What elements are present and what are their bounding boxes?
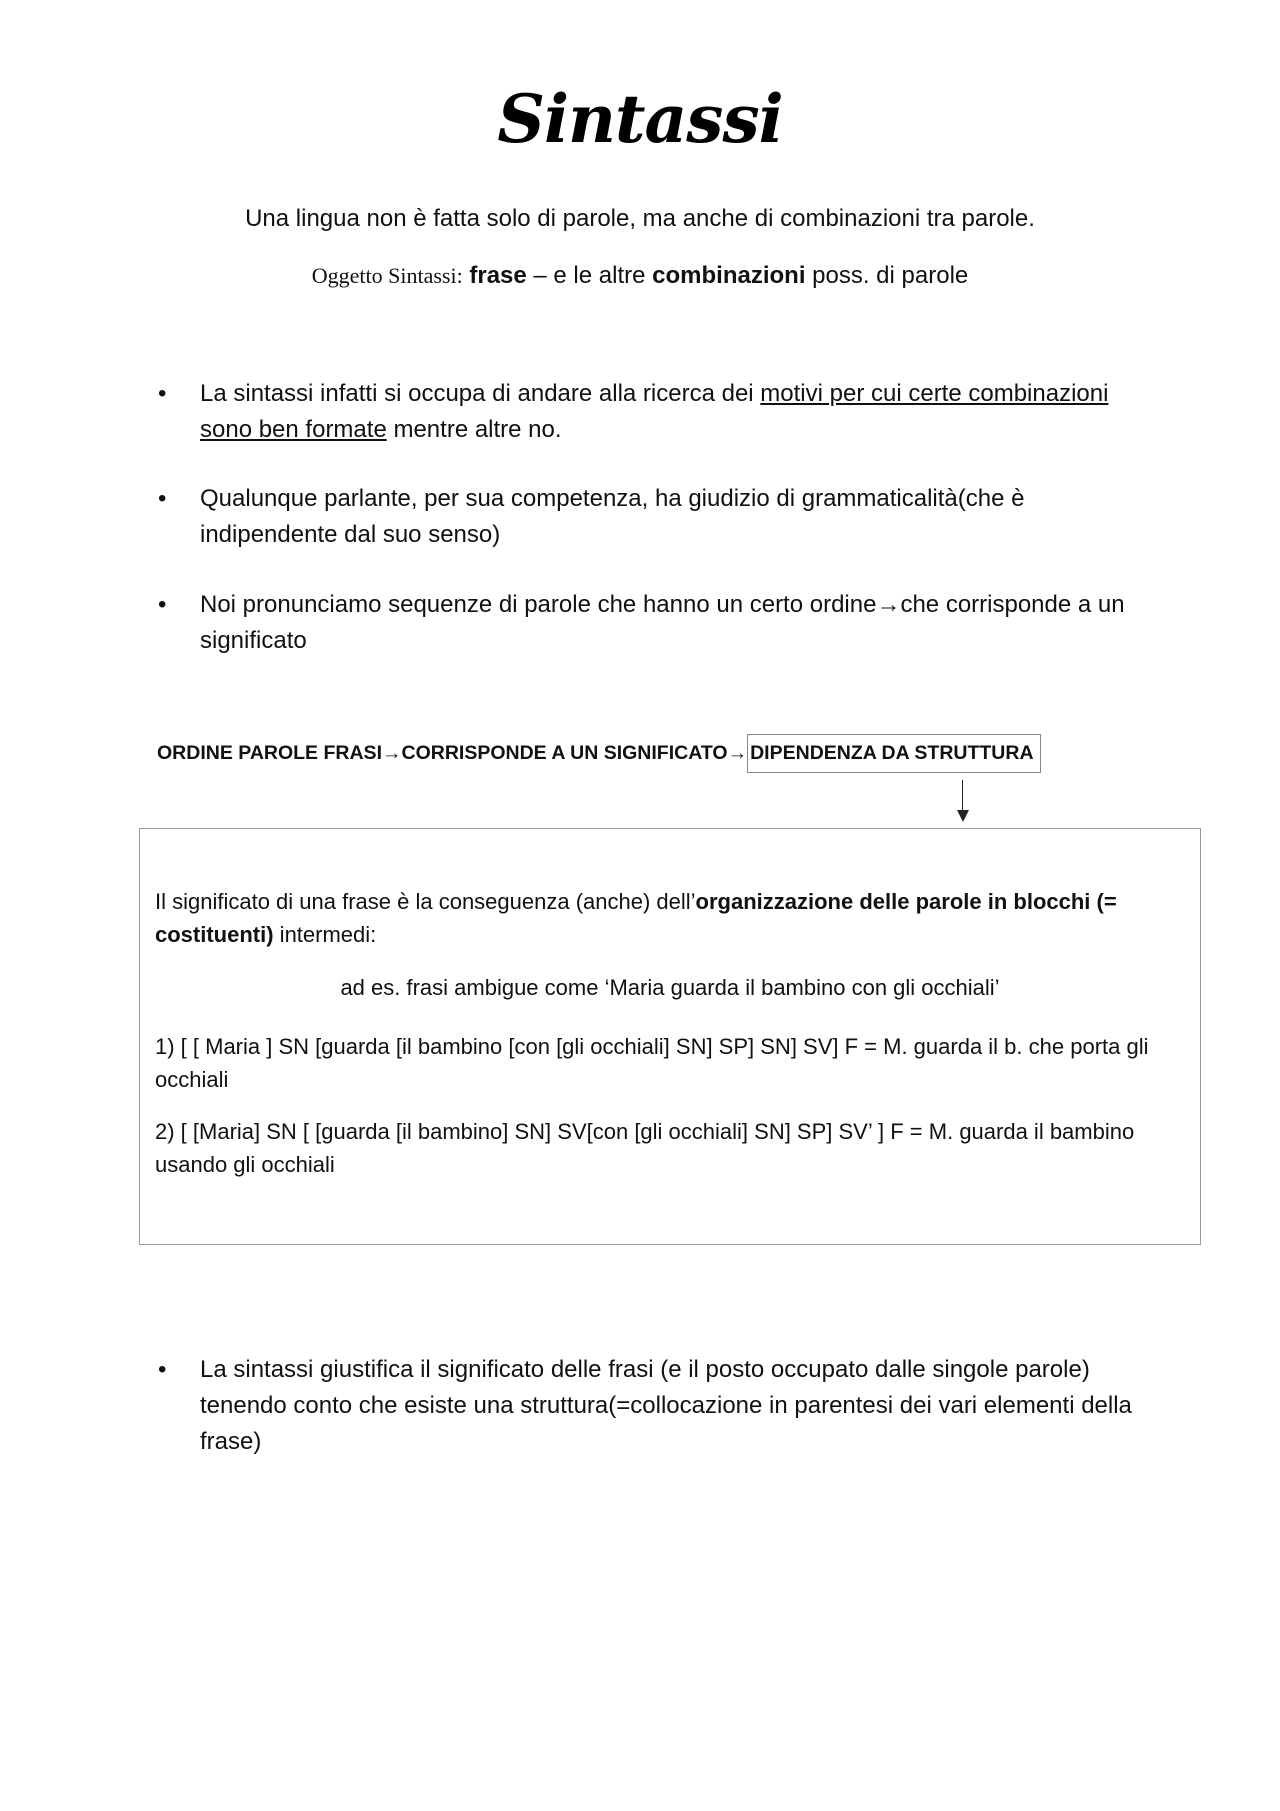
bullet-1-underlined: motivi per cui certe combinazioni sono ben formate	[200, 380, 1109, 443]
subject-bold-combinazioni: combinazioni	[652, 262, 806, 289]
bullet-item: • Noi pronunciamo sequenze di parole che hanno un certo ordine→che corrisponde a un significato	[200, 587, 1160, 659]
subject-mid: – e le altre	[526, 262, 653, 289]
bullet-1-pre: La sintassi infatti si occupa di andare alla ricerca dei	[200, 380, 761, 407]
bullet-item	[200, 376, 1160, 448]
box-p1-bold: organizzazione delle parole in blocchi (= costituenti)	[155, 889, 1117, 947]
bullet-item: • Qualunque parlante, per sua competenza, ha giudizio di grammaticalità(che è indipendente dal suo senso)	[200, 481, 1160, 553]
box-example-1: 1) [ [ Maria ] SN [guarda [il bambino [con [gli occhiali] SN] SP] SN] SV] F = M. guarda il b. che porta gli occhiali	[155, 1034, 1149, 1092]
subject-end: poss. di parole	[805, 262, 969, 289]
page-title: Sintassi	[497, 80, 783, 158]
arrow-down-line	[962, 780, 963, 810]
intro-text: Una lingua non è fatta solo di parole, ma anche di combinazioni tra parole.	[245, 205, 1035, 232]
subject-bold-frase: frase	[469, 262, 527, 289]
box-example-2: 2) [ [Maria] SN [ [guarda [il bambino] SN] SV[con [gli occhiali] SN] SP] SV’ ] F = M. guarda il bambino usando gli occhiali	[155, 1119, 1135, 1177]
subject-label: Oggetto Sintassi:	[311, 263, 463, 288]
box-paragraph	[155, 885, 1175, 951]
box-example: ad es. frasi ambigue come ‘Maria guarda il bambino con gli occhiali’	[340, 975, 1000, 1000]
arrow-down-icon	[957, 810, 969, 822]
bullet-item: • La sintassi giustifica il significato delle frasi (e il posto occupato dalle singole parole) tenendo conto che esiste una struttura(=collocazione in parentesi dei vari elementi della frase)	[200, 1352, 1160, 1460]
order-line-boxed: DIPENDENZA DA STRUTTURA	[747, 734, 1040, 773]
order-line-text: ORDINE PAROLE FRASI→CORRISPONDE A UN SIGNIFICATO→	[157, 742, 748, 764]
order-line	[157, 742, 1041, 765]
box-p1-post: intermedi:	[273, 922, 377, 947]
subject-line	[0, 262, 1280, 290]
bullet-1-post: mentre altre no.	[386, 416, 562, 443]
box-p1-pre: Il significato di una frase è la conseguenza (anche) dell’	[155, 889, 696, 914]
